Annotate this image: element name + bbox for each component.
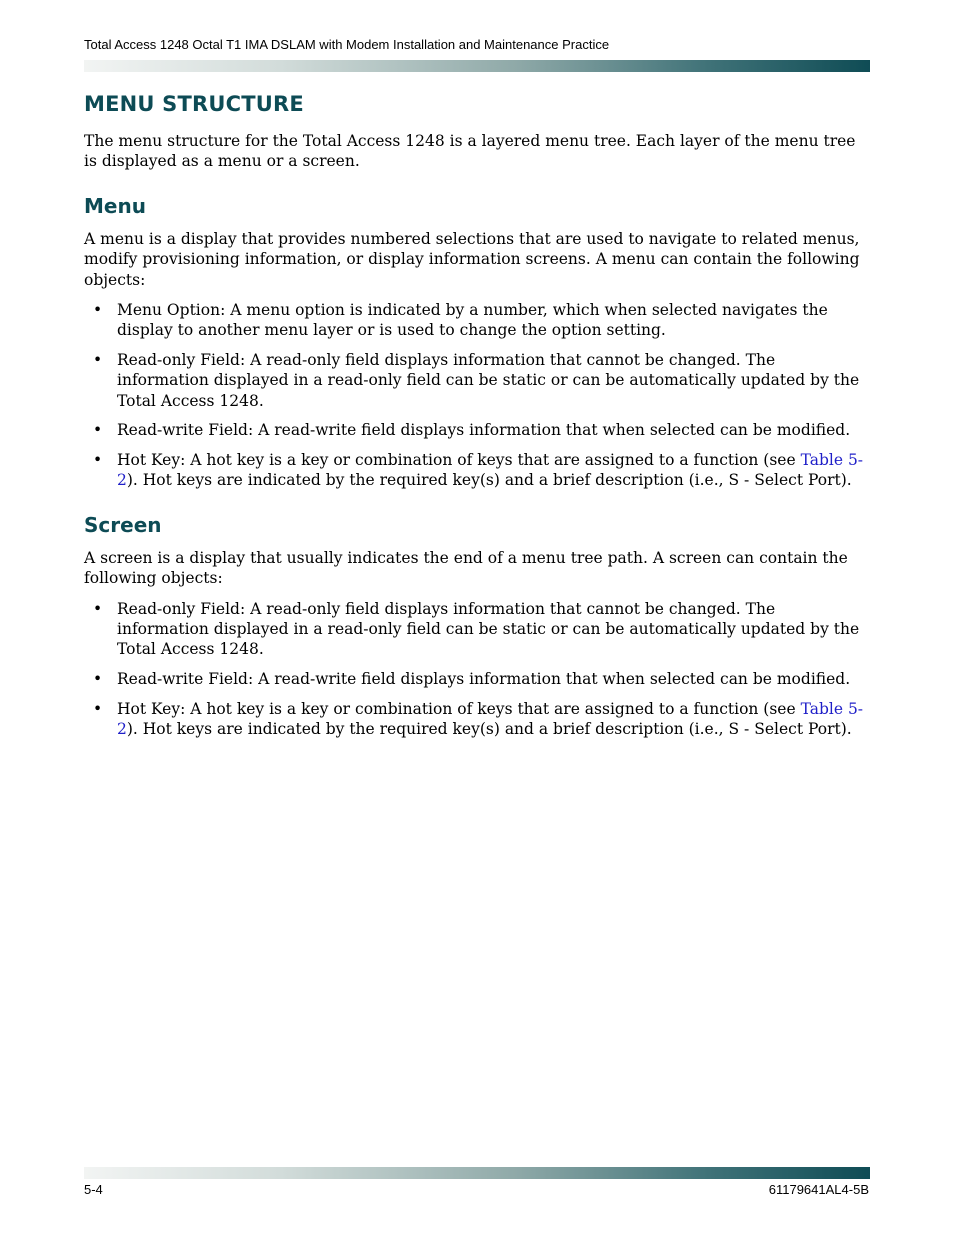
page-number: 5-4 [84,1182,103,1197]
screen-objects-list [84,599,870,740]
list-item-text: Menu Option: A menu option is indicated by a number, which when selected navigates the display to another menu layer or is used to change the option setting. [117,301,828,340]
footer-rule [84,1167,870,1179]
list-item-text: Read-only Field: A read-only field displays information that cannot be changed. The information displayed in a read-only field can be static or can be automatically updated by the Total Access 1248. [117,599,860,659]
section-intro: The menu structure for the Total Access 1248 is a layered menu tree. Each layer of the menu tree is displayed as a menu or a screen. [84,132,856,171]
list-item-text: Read-only Field: A read-only field displays information that cannot be changed. The information displayed in a read-only field can be static or can be automatically updated by the Total Access 1248. [117,351,860,410]
list-item: • Menu Option: A menu option is indicated by a number, which when selected navigates the display to another menu layer or is used to change the option setting. [93,301,828,340]
list-item: • Read-write Field: A read-write field displays information that when selected can be modified. [93,421,851,440]
list-item-text: Read-write Field: A read-write field displays information that when selected can be modified. [117,421,851,440]
screen-intro: A screen is a display that usually indicates the end of a menu tree path. A screen can contain the following objects: [84,548,848,588]
table-5-2-link[interactable]: Table 5-2 [117,699,864,739]
page-content [84,90,870,749]
list-item-text: Read-write Field: A read-write field displays information that when selected can be modified. [117,670,851,689]
header-rule [84,60,870,72]
list-item: • Hot Key: A hot key is a key or combination of keys that are assigned to a function (see Table 5-2). Hot keys are indicated by the required key(s) and a brief description (i.e., S - Select Port). [93,451,864,490]
list-item: • Read-write Field: A read-write field displays information that when selected can be modified. [93,670,851,689]
hotkey-text-before: Hot Key: A hot key is a key or combination of keys that are assigned to a function (see [117,451,801,470]
hotkey-text-after: ). Hot keys are indicated by the required key(s) and a brief description (i.e., S - Select Port). [126,720,852,739]
screen-heading: Screen [84,512,162,537]
section-title: MENU STRUCTURE [84,92,304,116]
menu-intro: A menu is a display that provides numbered selections that are used to navigate to related menus, modify provisioning information, or display information screens. A menu can contain the following objects: [84,229,860,289]
table-5-2-link[interactable]: Table 5-2 [117,451,864,490]
hotkey-text-after: ). Hot keys are indicated by the required key(s) and a brief description (i.e., S - Select Port). [126,471,852,490]
document-number: 61179641AL4-5B [768,1182,869,1197]
list-item: • Hot Key: A hot key is a key or combination of keys that are assigned to a function (see Table 5-2). Hot keys are indicated by the required key(s) and a brief description (i.e., S - Select Port). [93,699,864,739]
list-item: • Read-only Field: A read-only field displays information that cannot be changed. The information displayed in a read-only field can be static or can be automatically updated by the Total Access 1248. [93,599,860,659]
list-item: • Read-only Field: A read-only field displays information that cannot be changed. The information displayed in a read-only field can be static or can be automatically updated by the Total Access 1248. [93,351,860,410]
menu-heading: Menu [84,193,146,218]
menu-objects-list [84,300,870,491]
running-header: Total Access 1248 Octal T1 IMA DSLAM with Modem Installation and Maintenance Practice [84,37,610,52]
hotkey-text-before: Hot Key: A hot key is a key or combination of keys that are assigned to a function (see [117,699,801,718]
